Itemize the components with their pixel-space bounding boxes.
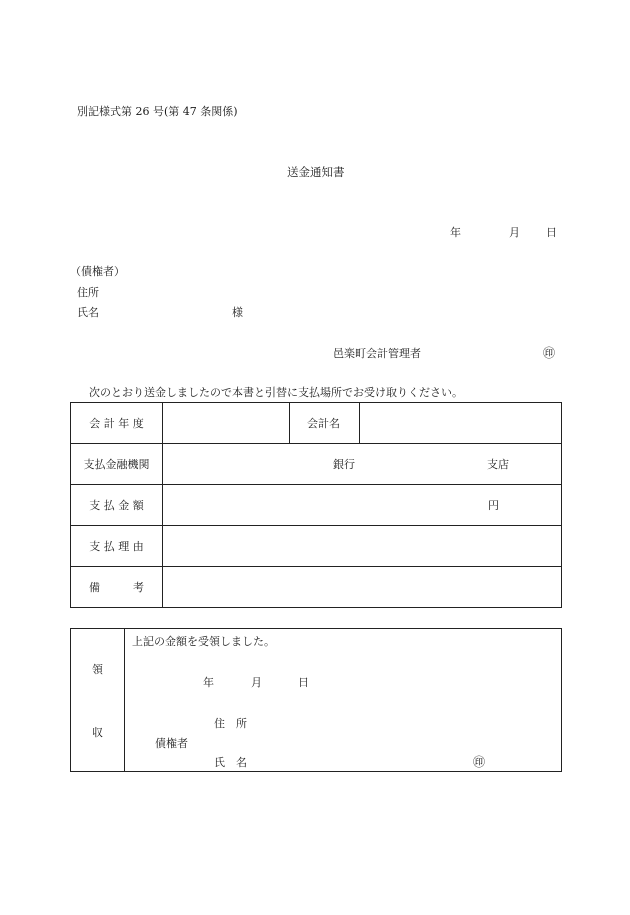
row-remarks	[71, 567, 561, 607]
receipt-statement: 上記の金額を受領しました。	[132, 635, 275, 648]
receipt-year-label: 年	[203, 676, 214, 689]
creditor-name-label: 氏名	[77, 306, 99, 319]
issuer-name: 邑楽町会計管理者	[333, 347, 421, 360]
intro-text: 次のとおり送金しましたので本書と引替に支払場所でお受け取りください。	[89, 386, 463, 399]
date-month-label: 月	[509, 226, 520, 239]
receipt-address-label: 住 所	[214, 717, 247, 730]
receipt-char-ryou: 領	[92, 663, 103, 676]
row-fiscal-year	[71, 403, 561, 444]
honorific: 様	[232, 306, 243, 319]
remarks-label: 備 考	[71, 567, 163, 607]
receipt-month-label: 月	[251, 676, 262, 689]
fiscal-year-label: 会 計 年 度	[71, 403, 163, 443]
bank-suffix: 銀行	[333, 458, 355, 471]
amount-label: 支 払 金 額	[71, 485, 163, 525]
document-title: 送金通知書	[287, 165, 345, 179]
row-reason	[71, 526, 561, 567]
issuer-seal-mark: ㊞	[543, 346, 556, 360]
date-year-label: 年	[450, 226, 461, 239]
receipt-seal-mark: ㊞	[473, 755, 486, 769]
reason-label: 支 払 理 由	[71, 526, 163, 566]
receipt-creditor-label: 債権者	[155, 737, 188, 750]
receipt-side-label	[71, 629, 125, 771]
account-name-label: 会計名	[307, 417, 340, 430]
row-bank	[71, 444, 561, 485]
row-amount	[71, 485, 561, 526]
remittance-table	[70, 402, 562, 608]
creditor-address-label: 住所	[77, 286, 99, 299]
date-day-label: 日	[546, 226, 557, 239]
receipt-day-label: 日	[298, 676, 309, 689]
receipt-char-shuu: 収	[92, 726, 103, 739]
yen-label: 円	[488, 499, 499, 512]
receipt-name-label: 氏 名	[214, 756, 247, 769]
form-number: 別記様式第 26 号(第 47 条関係)	[77, 105, 238, 118]
branch-suffix: 支店	[487, 458, 509, 471]
receipt-box	[70, 628, 562, 772]
divider	[289, 403, 290, 443]
creditor-heading: （債権者）	[70, 265, 125, 278]
bank-label: 支払金融機関	[71, 444, 163, 484]
divider	[359, 403, 360, 443]
